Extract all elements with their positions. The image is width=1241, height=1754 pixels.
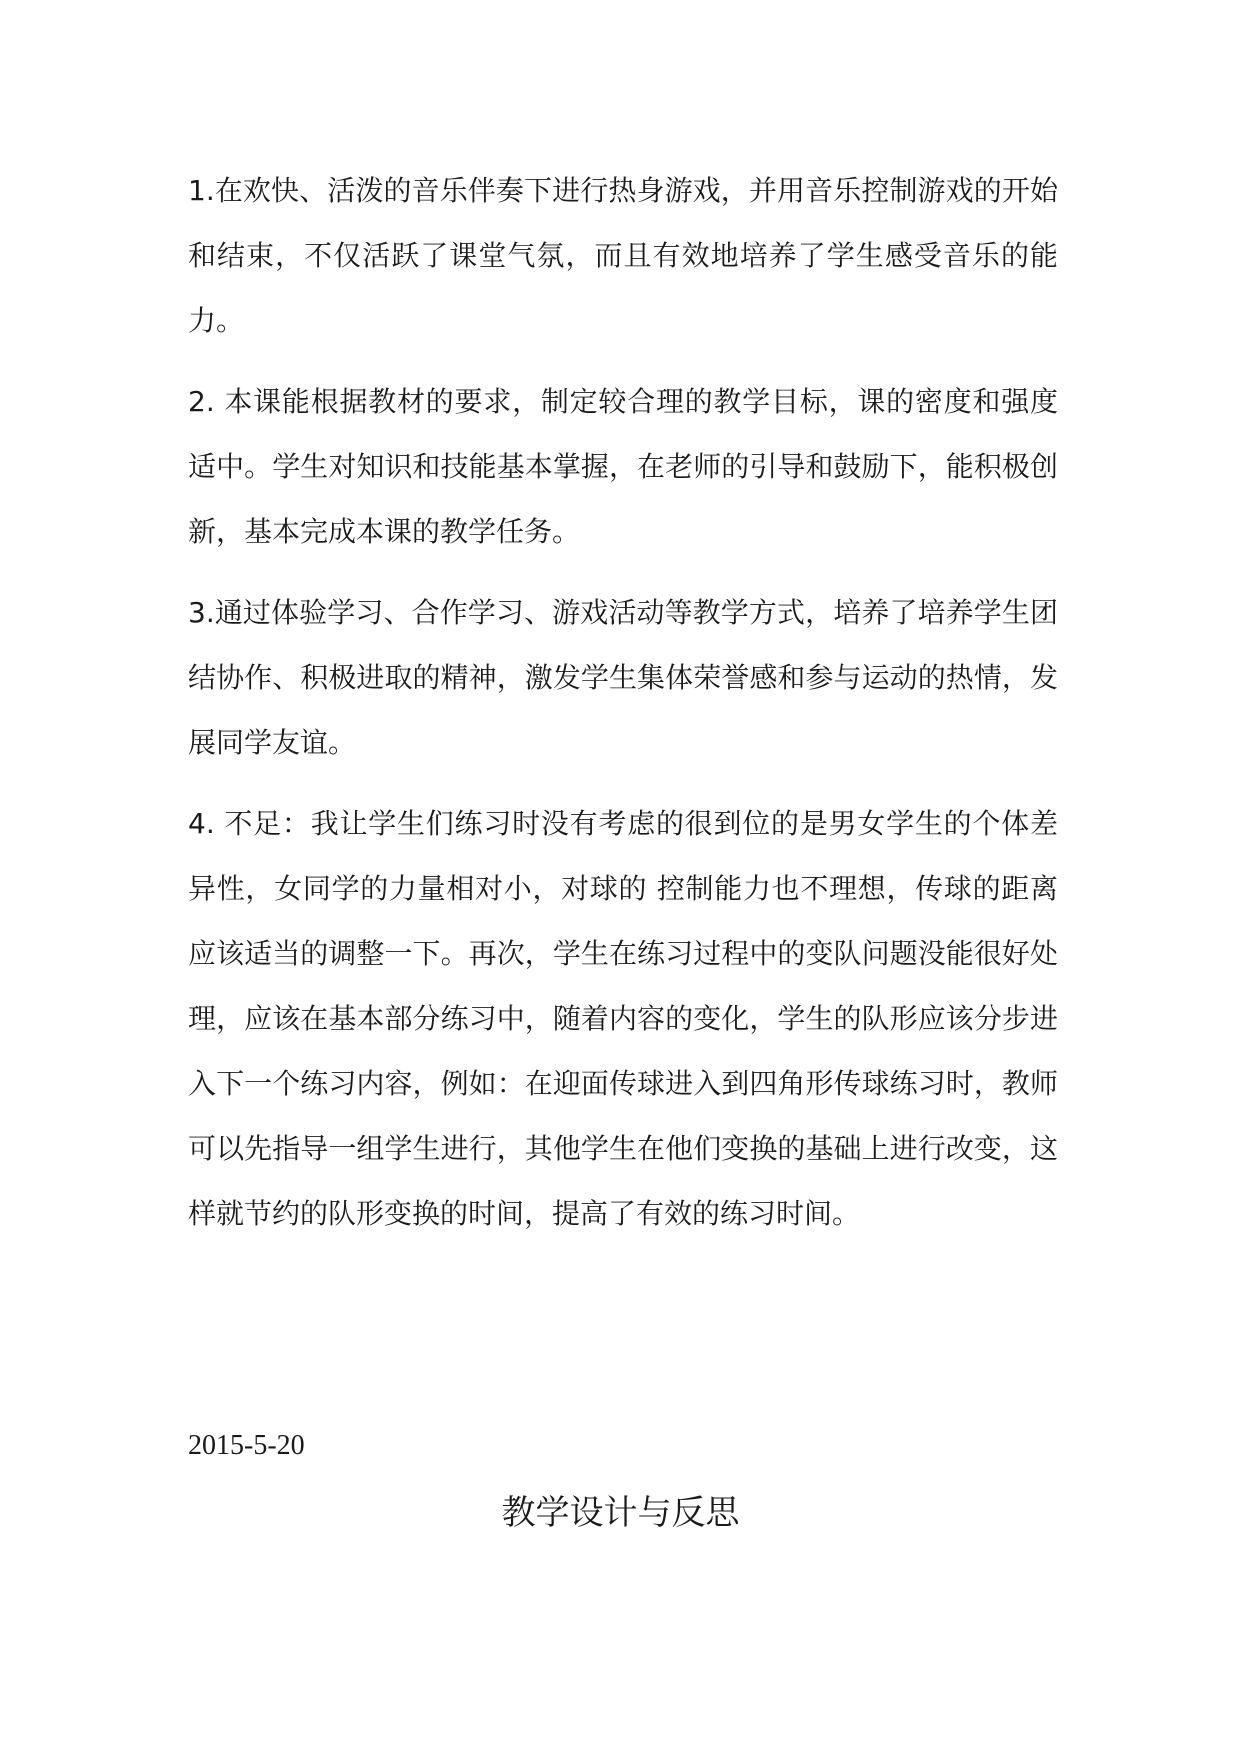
reflection-body bbox=[188, 158, 1058, 1262]
paragraph-2: 2. 本课能根据教材的要求，制定较合理的教学目标，课的密度和强度适中。学生对知识和技能基本掌握，在老师的引导和鼓励下，能积极创新，基本完成本课的教学任务。 bbox=[188, 385, 1058, 548]
paragraph-1: 1.在欢快、活泼的音乐伴奏下进行热身游戏，并用音乐控制游戏的开始和结束，不仅活跃了课堂气氛，而且有效地培养了学生感受音乐的能力。 bbox=[188, 174, 1058, 337]
section-heading: 教学设计与反思 bbox=[501, 1493, 740, 1533]
paragraph-4: 4. 不足：我让学生们练习时没有考虑的很到位的是男女学生的个体差异性，女同学的力量相对小，对球的 控制能力也不理想，传球的距离应该适当的调整一下。再次，学生在练习过程中的变队问题没能很好处理，应该在基本部分练习中，随着内容的变化，学生的队形应该分步进入下一个练习内容，例如：在迎面传球进入到四角形传球练习时，教师可以先指导一组学生进行，其他学生在他们变换的基础上进行改变，这样就节约的队形变换的时间，提高了有效的练习时间。 bbox=[188, 807, 1058, 1230]
paragraph-3: 3.通过体验学习、合作学习、游戏活动等教学方式，培养了培养学生团结协作、积极进取的精神，激发学生集体荣誉感和参与运动的热情，发展同学友谊。 bbox=[188, 596, 1058, 759]
document-date: 2015-5-20 bbox=[188, 1430, 305, 1461]
